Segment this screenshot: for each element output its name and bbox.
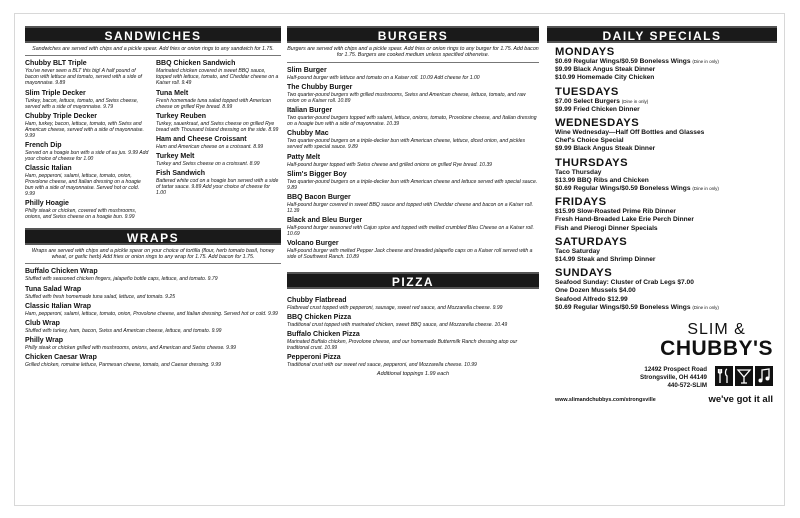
special-note: (Dine in only) bbox=[692, 304, 719, 310]
special-day-heading: MONDAYS bbox=[555, 46, 615, 58]
special-text: Regular Wings/$0.59 Boneless Wings bbox=[573, 185, 691, 193]
menu-item-description: Served on a hoagie bun with a side of au jus. 9.99 Add your choice of cheese for 1.00 bbox=[25, 149, 149, 162]
fork-knife-icon bbox=[715, 366, 733, 386]
special-note: (Dine in only) bbox=[692, 59, 719, 64]
special-day-heading: TUESDAYS bbox=[555, 85, 619, 98]
specials-banner: DAILY SPECIALS bbox=[547, 26, 777, 43]
special-line bbox=[555, 256, 777, 264]
menu-item-name: Chicken Caesar Wrap bbox=[25, 354, 97, 362]
pizza-banner: PIZZA bbox=[287, 272, 539, 289]
special-text: Steak and Shrimp Dinner bbox=[577, 256, 656, 264]
special-text: Taco Saturday bbox=[555, 247, 600, 255]
menu-item-description: Turkey, bacon, lettuce, tomato, and Swiss cheese, served with a side of mayonnaise. 9.79 bbox=[25, 97, 139, 110]
special-line bbox=[555, 98, 777, 106]
menu-item-description: Traditional crust topped with marinated chicken, sweet BBQ sauce, and Mozzarella cheese. 10.49 bbox=[287, 321, 508, 328]
special-text: Select Burgers bbox=[573, 97, 620, 105]
menu-item-description: Ham, turkey, bacon, lettuce, tomato, with Swiss and American cheese, served with a side of mayonnaise. 9.99 bbox=[25, 120, 144, 139]
wraps-banner: WRAPS bbox=[25, 228, 281, 245]
menu-item-description: Half-pound burger with melted Pepper Jack cheese and breaded jalapeño caps on a Kaiser roll served with a side of Southwest Ranch. 10.89 bbox=[287, 248, 533, 261]
menu-item-name: Chubby BLT Triple bbox=[25, 60, 87, 68]
menu-page bbox=[14, 13, 785, 506]
menu-item-description: Marinated chicken covered in sweet BBQ sauce, topped with lettuce, tomato, and Cheddar cheese on a Kaiser roll. 9.49 bbox=[156, 68, 279, 87]
special-line bbox=[555, 248, 777, 256]
burgers-banner: BURGERS bbox=[287, 26, 539, 43]
menu-item bbox=[287, 107, 539, 127]
menu-item bbox=[25, 337, 281, 351]
menu-item bbox=[287, 314, 539, 328]
burgers-note: Burgers are served with chips and a pickle spear. Add fries or onion rings to any burger for 1.75. Add bacon for 1.75. Burgers are cooked medium unless specified otherwise. bbox=[287, 46, 539, 63]
menu-item-name: Tuna Salad Wrap bbox=[25, 285, 82, 293]
special-price: $14.99 bbox=[555, 256, 576, 264]
special-line bbox=[555, 74, 777, 82]
menu-item bbox=[287, 154, 539, 168]
special-line bbox=[555, 185, 777, 193]
contact-row bbox=[547, 366, 777, 390]
menu-item-description: Half-pound burger covered in sweet BBQ sauce and topped with Cheddar cheese and bacon on a Kaiser roll. 11.39 bbox=[287, 201, 534, 214]
special-price: $0.69 bbox=[555, 58, 572, 65]
special-text: Homemade City Chicken bbox=[577, 74, 655, 82]
menu-item bbox=[25, 60, 150, 86]
special-line bbox=[555, 208, 777, 216]
sandwiches-right-col bbox=[156, 60, 281, 223]
special-day-heading: FRIDAYS bbox=[555, 196, 607, 209]
menu-item bbox=[287, 130, 539, 150]
special-line bbox=[555, 169, 777, 177]
menu-item bbox=[25, 303, 281, 317]
menu-item-name: Chubby Mac bbox=[287, 130, 329, 138]
menu-item-description: Marinated Buffalo chicken, Provolone cheese, and our homemade Buttermilk Ranch dressing atop our traditional crust. 10.99 bbox=[287, 338, 518, 351]
menu-item bbox=[156, 136, 281, 150]
pizza-list bbox=[287, 297, 539, 369]
menu-item bbox=[156, 170, 281, 196]
menu-item bbox=[287, 331, 539, 351]
column-left bbox=[25, 26, 281, 371]
menu-item-description: Flatbread crust topped with pepperoni, sausage, sweet red sauce, and Mozzarella cheese. 9.99 bbox=[287, 304, 503, 311]
menu-item-description: Half-pound burger topped with Swiss cheese and grilled onions on grilled Rye bread. 10.39 bbox=[287, 161, 493, 168]
special-price: $7.00 bbox=[555, 97, 572, 105]
special-text: Slow-Roasted Prime Rib Dinner bbox=[577, 208, 676, 216]
special-line bbox=[555, 296, 777, 304]
column-middle bbox=[287, 26, 539, 377]
menu-item bbox=[287, 217, 539, 237]
menu-item-name: Buffalo Chicken Wrap bbox=[25, 268, 98, 276]
special-line bbox=[555, 216, 777, 224]
menu-item-name: Slim Triple Decker bbox=[25, 89, 86, 97]
menu-item bbox=[25, 354, 281, 368]
special-text: Wine Wednesday—Half Off Bottles and Glasses bbox=[555, 129, 705, 137]
menu-item-description: Two quarter-pound burgers with grilled mushrooms, Swiss and American cheese, lettuce, tomato, and raw onion on a Kaiser roll. 10.89 bbox=[287, 92, 526, 104]
menu-item-name: French Dip bbox=[25, 141, 62, 149]
menu-item-description: Traditional crust with our sweet red sauce, pepperoni, and Mozzarella cheese. 10.99 bbox=[287, 362, 477, 369]
menu-item bbox=[287, 240, 539, 260]
special-line bbox=[555, 287, 777, 295]
menu-item-name: The Chubby Burger bbox=[287, 84, 353, 91]
menu-item-description: Half-pound burger with lettuce and tomato on a Kaiser roll. 10.09 Add cheese for 1.00 bbox=[287, 74, 480, 81]
logo-main-text: CHUBBY'S bbox=[660, 337, 773, 361]
menu-item-description: Grilled chicken, romaine lettuce, Parmesan cheese, tomato, and Caesar dressing. 9.99 bbox=[25, 362, 221, 369]
menu-item-name: Club Wrap bbox=[25, 319, 60, 327]
menu-item-name: Turkey Melt bbox=[156, 153, 195, 161]
special-day-heading: WEDNESDAYS bbox=[555, 117, 640, 130]
menu-item-name: Classic Italian Wrap bbox=[25, 302, 92, 310]
menu-item-name: Tuna Melt bbox=[156, 89, 189, 97]
special-line bbox=[555, 225, 777, 233]
special-price: $9.99 bbox=[555, 145, 572, 153]
specials-list bbox=[547, 46, 777, 312]
menu-item-name: Buffalo Chicken Pizza bbox=[287, 330, 360, 338]
menu-item-name: BBQ Chicken Sandwich bbox=[156, 60, 236, 68]
menu-item-description: Philly steak or chicken, covered with mushrooms, onions, and Swiss cheese on a hoagie bun. 9.99 bbox=[25, 208, 137, 221]
menu-item-name: Philly Hoagie bbox=[25, 200, 69, 208]
special-price: $15.99 bbox=[555, 208, 576, 216]
special-text: One Dozen Mussels $4.00 bbox=[555, 287, 636, 295]
brand-block bbox=[547, 322, 777, 360]
special-price: $13.99 bbox=[555, 176, 576, 184]
menu-item-description: Two quarter-pound burgers on a triple-decker bun with American cheese, lettuce, diced onion, and pickles served with special sauce. 9.89 bbox=[287, 138, 526, 151]
music-note-icon bbox=[755, 366, 773, 386]
menu-item-name: Patty Melt bbox=[287, 153, 321, 161]
burgers-list bbox=[287, 67, 539, 261]
menu-item-description: Two quarter-pound burgers on a triple-decker bun with American cheese and lettuce served with special sauce. 9.89 bbox=[287, 178, 538, 191]
menu-item-description: Battered white cod on a hoagie bun served with a side of tartar sauce. 9.89 Add your choice of cheese for 1.00 bbox=[156, 178, 279, 197]
menu-item-name: Slim's Bigger Boy bbox=[287, 170, 347, 178]
menu-item-description: Stuffed with fresh homemade tuna salad, lettuce, and tomato. 9.25 bbox=[25, 293, 176, 300]
special-price: $0.69 bbox=[555, 185, 572, 193]
address-line1: 12492 Prospect Road bbox=[644, 366, 707, 374]
brand-icons bbox=[715, 366, 773, 386]
menu-item-name: Volcano Burger bbox=[287, 240, 339, 248]
menu-item-description: Ham, pepperoni, salami, lettuce, tomato, onion, Provolone cheese, and Italian dressing on a hoagie bun with a side of mayonnaise. Served hot or cold. 9.99 bbox=[25, 173, 141, 198]
phone-number: 440-572-SLIM bbox=[667, 382, 707, 390]
website-link[interactable]: www.slimandchubbys.com/strongsville bbox=[555, 396, 656, 403]
menu-item bbox=[287, 297, 539, 311]
special-day-heading: THURSDAYS bbox=[555, 156, 629, 169]
menu-item bbox=[25, 320, 281, 334]
menu-item bbox=[156, 153, 281, 167]
menu-item-description: Stuffed with turkey, ham, bacon, Swiss and American cheese, lettuce, and tomato. 9.99 bbox=[25, 327, 222, 334]
menu-item-name: Turkey Reuben bbox=[156, 112, 207, 120]
special-day-heading: SUNDAYS bbox=[555, 267, 613, 280]
pizza-footnote: Additional toppings 1.99 each bbox=[376, 371, 450, 378]
special-text: Chef's Choice Special bbox=[555, 137, 624, 145]
menu-item-name: BBQ Chicken Pizza bbox=[287, 313, 352, 321]
special-text: Black Angus Steak Dinner bbox=[573, 145, 656, 153]
menu-item-description: Turkey and Swiss cheese on a croissant. 8.99 bbox=[156, 161, 260, 168]
menu-item-name: Italian Burger bbox=[287, 107, 333, 115]
menu-item-name: Black and Bleu Burger bbox=[287, 217, 363, 225]
menu-item bbox=[25, 268, 281, 282]
menu-item-name: Chubby Flatbread bbox=[287, 296, 347, 304]
wraps-list bbox=[25, 268, 281, 368]
menu-item-name: Chubby Triple Decker bbox=[25, 112, 97, 120]
menu-item-name: Slim Burger bbox=[287, 66, 327, 74]
address-line2: Strongsville, OH 44149 bbox=[639, 374, 707, 382]
menu-item bbox=[287, 194, 539, 214]
special-line bbox=[555, 66, 777, 74]
special-note: (Dine in only) bbox=[692, 186, 719, 192]
special-text: BBQ Ribs and Chicken bbox=[577, 176, 649, 184]
menu-item bbox=[287, 84, 539, 104]
menu-item-name: Ham and Cheese Croissant bbox=[156, 135, 247, 143]
menu-item bbox=[287, 67, 539, 81]
special-text: Fish and Pierogi Dinner Specials bbox=[555, 224, 658, 232]
menu-item bbox=[25, 90, 150, 110]
menu-item bbox=[25, 142, 150, 162]
special-line bbox=[555, 145, 777, 153]
menu-item-description: Turkey, sauerkraut, and Swiss cheese on grilled Rye bread with Thousand Island dressing on the side. 8.99 bbox=[156, 120, 279, 133]
menu-item bbox=[287, 354, 539, 368]
special-note: (Dine in only) bbox=[621, 98, 649, 104]
special-line bbox=[555, 58, 777, 66]
sandwiches-note: Sandwiches are served with chips and a pickle spear. Add fries or onion rings to any sandwich for 1.75. bbox=[25, 46, 281, 56]
menu-item-description: Philly steak or chicken grilled with mushrooms, onions, and American and Swiss cheese. 9.99 bbox=[25, 345, 237, 352]
special-price: $9.99 bbox=[555, 105, 572, 113]
menu-item bbox=[156, 60, 281, 86]
special-text: Regular Wings/$0.59 Boneless Wings bbox=[573, 58, 691, 65]
menu-item-description: You've never seen a BLT this big! A half pound of bacon with lettuce and tomato, served with a side of mayonnaise. 9.89 bbox=[25, 68, 142, 87]
sandwiches-left-col bbox=[25, 60, 150, 223]
menu-item bbox=[25, 165, 150, 197]
special-price: $10.99 bbox=[555, 74, 576, 82]
menu-item-description: Half-pound burger seasoned with Cajun spice and topped with melted crumbled Bleu Cheese on a Kaiser roll. 10.69 bbox=[287, 225, 534, 238]
menu-item-description: Ham and American cheese on a croissant. 8.99 bbox=[156, 143, 264, 150]
menu-item bbox=[156, 113, 281, 133]
special-text: Seafood Alfredo $12.99 bbox=[555, 295, 628, 303]
logo-top-text: SLIM & bbox=[687, 321, 746, 339]
special-line bbox=[555, 129, 777, 137]
special-day-heading: SATURDAYS bbox=[555, 235, 628, 248]
special-text: Regular Wings/$0.59 Boneless Wings bbox=[573, 303, 691, 311]
menu-item bbox=[25, 200, 150, 220]
footer-row bbox=[547, 394, 777, 405]
special-text: Seafood Sunday: Cluster of Crab Legs $7.00 bbox=[555, 279, 694, 287]
menu-item-name: Philly Wrap bbox=[25, 337, 63, 345]
special-line bbox=[555, 304, 777, 312]
menu-item-name: Pepperoni Pizza bbox=[287, 354, 341, 362]
menu-item-description: Two quarter-pound burgers topped with salami, lettuce, onions, tomato, Provolone cheese, and Italian dressing on a hoagie bun with a side of mayonnaise. 10.39 bbox=[287, 115, 537, 128]
menu-item-name: Fish Sandwich bbox=[156, 170, 206, 178]
special-line bbox=[555, 106, 777, 114]
tagline: we've got it all bbox=[708, 394, 773, 406]
special-price: $9.99 bbox=[555, 66, 572, 74]
menu-item-description: Fresh homemade tuna salad topped with American cheese on grilled Rye bread. 8.99 bbox=[156, 97, 272, 110]
special-text: Fried Chicken Dinner bbox=[573, 105, 640, 113]
special-price: $0.69 bbox=[555, 303, 572, 311]
menu-item bbox=[25, 113, 150, 139]
wraps-note: Wraps are served with chips and a pickle spear on your choice of tortilla (flour, herb tomato basil, honey wheat, or garlic herb) Add fries or onion rings to any wrap for 1.75. Add bacon for 1.75. bbox=[25, 248, 281, 265]
special-text: Black Angus Steak Dinner bbox=[573, 66, 656, 74]
special-line bbox=[555, 137, 777, 145]
sandwiches-banner: SANDWICHES bbox=[25, 26, 281, 43]
menu-item bbox=[156, 90, 281, 110]
sandwiches-list bbox=[25, 60, 281, 223]
martini-icon bbox=[735, 366, 753, 386]
menu-item-name: Classic Italian bbox=[25, 165, 72, 173]
menu-item bbox=[25, 286, 281, 300]
menu-item-description: Ham, pepperoni, salami, lettuce, tomato, onion, Provolone cheese, and Italian dressing. Served hot or cold. 9.99 bbox=[25, 310, 278, 317]
special-line bbox=[555, 279, 777, 287]
special-text: Taco Thursday bbox=[555, 168, 602, 176]
special-text: Fresh Hand-Breaded Lake Erie Perch Dinner bbox=[555, 216, 694, 224]
column-right bbox=[547, 26, 777, 405]
menu-item bbox=[287, 171, 539, 191]
special-line bbox=[555, 177, 777, 185]
menu-item-name: BBQ Bacon Burger bbox=[287, 193, 351, 201]
menu-item-description: Stuffed with seasoned chicken fingers, jalapeño bottle caps, lettuce, and tomato. 9.79 bbox=[25, 276, 218, 283]
